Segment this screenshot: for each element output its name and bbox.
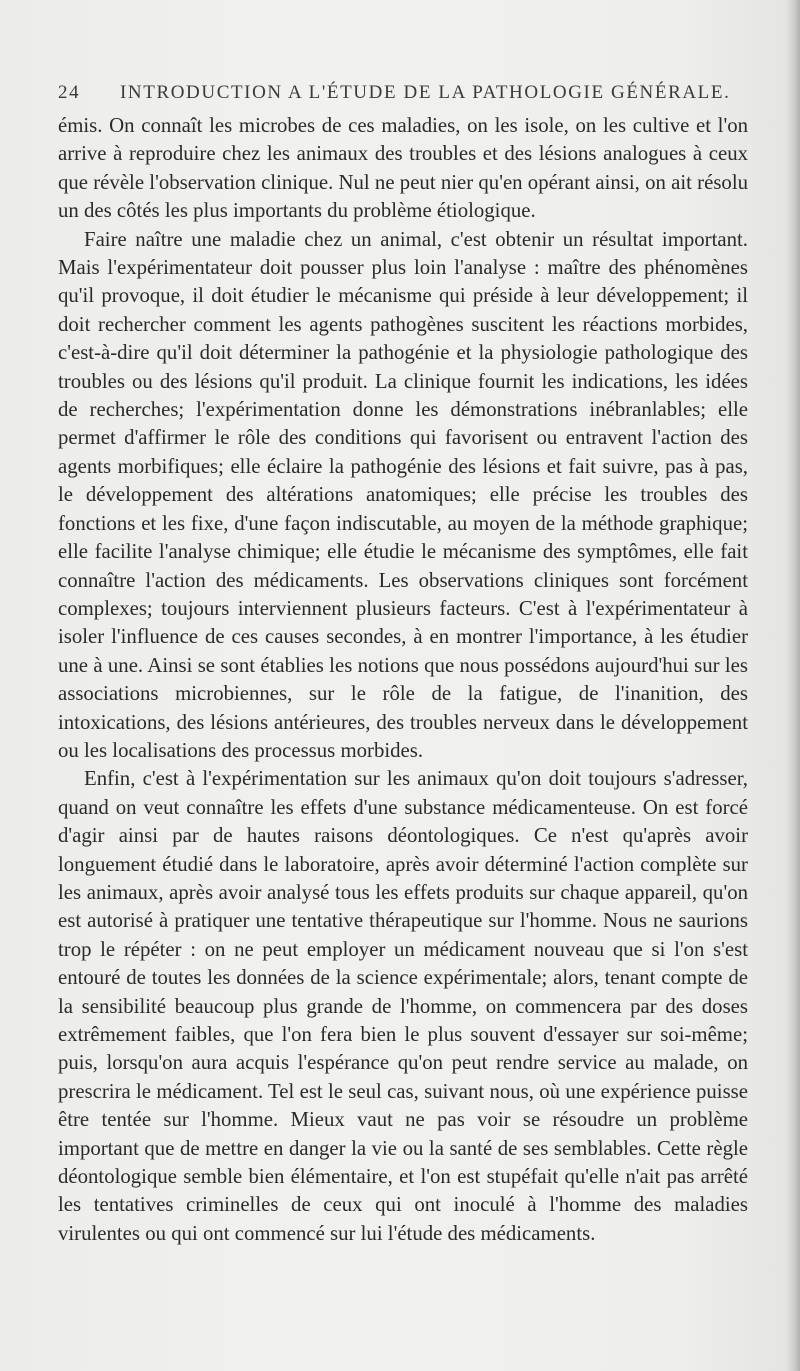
body-text: [58, 112, 748, 1248]
paragraph-continuation: émis. On connaît les microbes de ces maladies, on les isole, on les cultive et l'on arrive à reproduire chez les animaux des troubles et des lésions analogues à ceux que révèle l'observation clinique. Nul ne peut nier qu'en opérant ainsi, on ait résolu un des côtés les plus importants du problème étiologique.: [58, 114, 748, 223]
page-edge-shadow: [786, 0, 800, 1371]
paragraph-therapeutics: Enfin, c'est à l'expérimentation sur les animaux qu'on doit toujours s'adresser, quand on veut connaître les effets d'une substance médicamenteuse. On est forcé d'agir ainsi par de hautes raisons déontologiques. Ce n'est qu'après avoir longuement étudié dans le laboratoire, après avoir déterminé l'action complète sur les animaux, après avoir analysé tous les effets produits sur chaque appareil, qu'on est autorisé à pratiquer une tentative thérapeutique sur l'homme. Nous ne saurions trop le répéter : on ne peut employer un médicament nouveau que si l'on s'est entouré de toutes les données de la science expérimentale; alors, tenant compte de la sensibilité beaucoup plus grande de l'homme, on commencera par des doses extrêmement faibles, que l'on fera bien le plus souvent d'essayer sur soi-même; puis, lorsqu'on aura acquis l'espérance qu'on peut rendre service au malade, on prescrira le médicament. Tel est le seul cas, suivant nous, où une expérience puisse être tentée sur l'homme. Mieux vaut ne pas voir se résoudre un problème important que de mettre en danger la vie ou la santé de ses semblables. Cette règle déontologique semble bien élémentaire, et l'on est stupéfait qu'elle n'ait pas arrêté les tentatives criminelles de ceux qui ont inoculé à l'homme des maladies virulentes ou qui ont commencé sur lui l'étude des médicaments.: [58, 767, 748, 1245]
running-header: [58, 82, 748, 108]
paragraph-experimentation: Faire naître une maladie chez un animal, c'est obtenir un résultat important. Mais l'expérimentateur doit pousser plus loin l'analyse : maître des phénomènes qu'il provoque, il doit étudier le mécanisme qui préside à leur développement; il doit rechercher comment les agents pathogènes suscitent les réactions morbides, c'est-à-dire qu'il doit déterminer la pathogénie et la physiologie pathologique des troubles ou des lésions qu'il produit. La clinique fournit les indications, les idées de recherches; l'expérimentation donne les démonstrations inébranlables; elle permet d'affirmer le rôle des conditions qui favorisent ou entravent l'action des agents morbifiques; elle éclaire la pathogénie des lésions et fait suivre, pas à pas, le développement des altérations anatomiques; elle précise les troubles des fonctions et les fixe, d'une façon indiscutable, au moyen de la méthode graphique; elle facilite l'analyse chimique; elle étudie le mécanisme des symptômes, elle fait connaître l'action des médicaments. Les observations cliniques sont forcément complexes; toujours interviennent plusieurs facteurs. C'est à l'expérimentateur à isoler l'influence de ces causes secondes, à en montrer l'importance, à les étudier une à une. Ainsi se sont établies les notions que nous possédons aujourd'hui sur les associations microbiennes, sur le rôle de la fatigue, de l'inanition, des intoxications, des lésions antérieures, des troubles nerveux dans le développement ou les localisations des processus morbides.: [58, 227, 748, 762]
running-title: INTRODUCTION A L'ÉTUDE DE LA PATHOLOGIE GÉNÉRALE.: [120, 82, 731, 103]
page-number: 24: [58, 82, 81, 103]
